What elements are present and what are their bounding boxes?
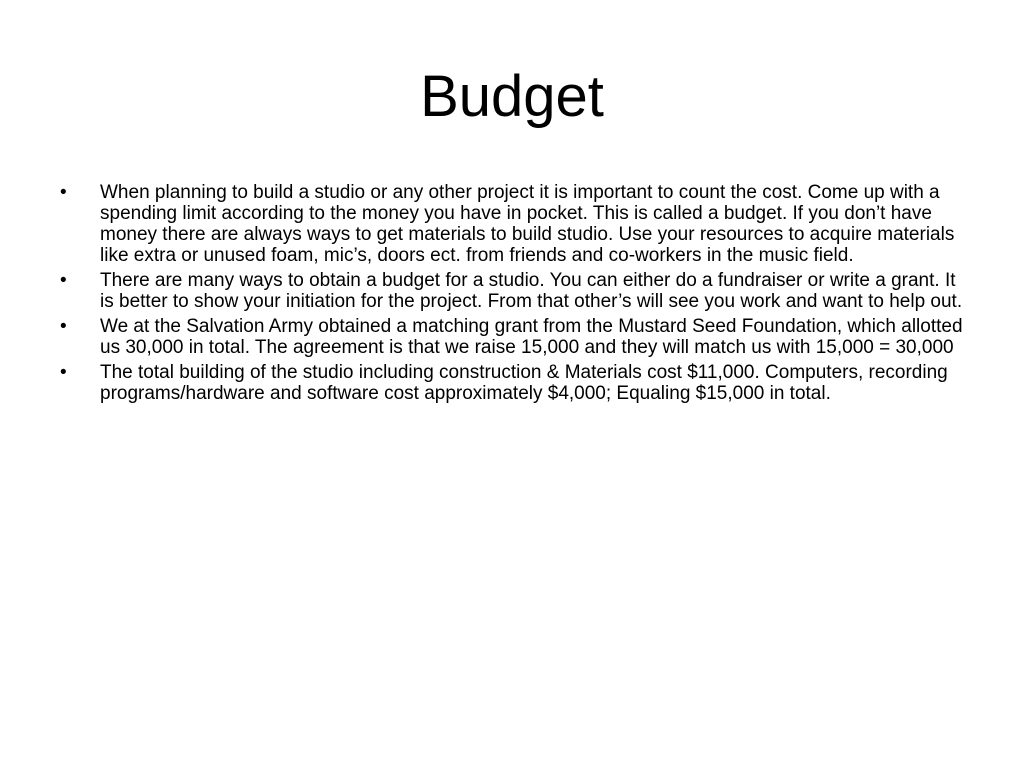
bullet-point-icon: •	[60, 362, 67, 383]
bullet-point-icon: •	[60, 316, 67, 337]
bullet-point-icon: •	[60, 270, 67, 291]
bullet-text: The total building of the studio including construction & Materials cost $11,000. Computers, recording programs/hardware and software cost approximately $4,000; Equaling $15,000 in total.	[100, 362, 948, 404]
bullet-text: We at the Salvation Army obtained a matching grant from the Mustard Seed Foundation, which allotted us 30,000 in total. The agreement is that we raise 15,000 and they will match us with 15,000 = 30,000	[100, 316, 963, 358]
bullet-point-icon: •	[60, 182, 67, 203]
bullet-text: There are many ways to obtain a budget for a studio. You can either do a fundraiser or write a grant. It is better to show your initiation for the project. From that other’s will see you work and want to help out.	[100, 270, 963, 312]
bullet-item	[56, 270, 968, 312]
slide-title: Budget	[420, 64, 604, 129]
bullet-list	[56, 182, 968, 408]
bullet-item	[56, 182, 968, 266]
bullet-item	[56, 362, 968, 404]
bullet-text: When planning to build a studio or any other project it is important to count the cost. Come up with a spending limit according to the money you have in pocket. This is called a budget. If you don’t have money there are always ways to get materials to build studio. Use your resources to acquire materials like extra or unused foam, mic’s, doors ect. from friends and co-workers in the music field.	[100, 182, 955, 266]
bullet-item	[56, 316, 968, 358]
